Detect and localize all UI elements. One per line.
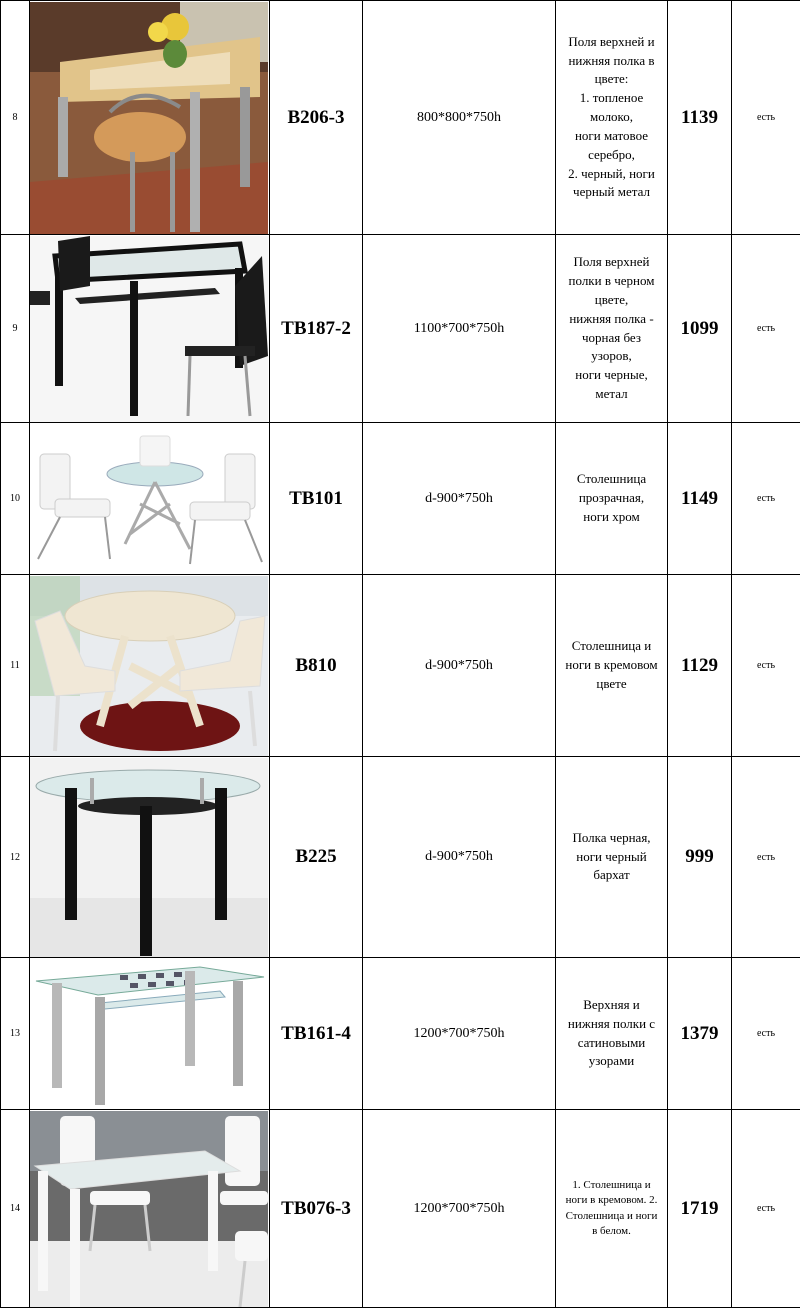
availability: есть — [732, 1, 800, 235]
price: 1099 — [668, 235, 732, 423]
availability: есть — [732, 958, 800, 1110]
description: Поля верхней и нижняя полка в цвете: 1. топленое молоко, ноги матовое серебро, 2. черный, ноги черный метал — [556, 1, 668, 235]
description: Поля верхней полки в черном цвете, нижняя полка - чорная без узоров, ноги черные, метал — [556, 235, 668, 423]
row-number: 10 — [1, 423, 30, 575]
table-row — [1, 235, 800, 423]
table-row — [1, 575, 800, 757]
dimensions: 1100*700*750h — [363, 235, 556, 423]
table-tb161-4-photo-image — [30, 959, 268, 1109]
product-photo — [30, 958, 270, 1110]
availability: есть — [732, 423, 800, 575]
model-code: B206-3 — [270, 1, 363, 235]
table-b810-photo-image — [30, 576, 268, 756]
dimensions: d-900*750h — [363, 575, 556, 757]
table-row — [1, 1110, 800, 1308]
model-code: TB101 — [270, 423, 363, 575]
availability: есть — [732, 575, 800, 757]
dimensions: 1200*700*750h — [363, 958, 556, 1110]
model-code: TB076-3 — [270, 1110, 363, 1308]
product-photo — [30, 757, 270, 958]
table-b206-3-photo-image — [30, 2, 268, 234]
model-code: TB187-2 — [270, 235, 363, 423]
table-tb076-3-photo-image — [30, 1111, 268, 1307]
description: Столешница прозрачная, ноги хром — [556, 423, 668, 575]
model-code: B810 — [270, 575, 363, 757]
model-code: B225 — [270, 757, 363, 958]
product-photo — [30, 1, 270, 235]
price: 1129 — [668, 575, 732, 757]
availability: есть — [732, 235, 800, 423]
price: 1149 — [668, 423, 732, 575]
product-photo — [30, 423, 270, 575]
product-photo — [30, 1110, 270, 1308]
product-photo — [30, 235, 270, 423]
row-number: 11 — [1, 575, 30, 757]
dimensions: 1200*700*750h — [363, 1110, 556, 1308]
description: Верхняя и нижняя полки с сатиновыми узорами — [556, 958, 668, 1110]
product-photo — [30, 575, 270, 757]
model-code: TB161-4 — [270, 958, 363, 1110]
dimensions: 800*800*750h — [363, 1, 556, 235]
row-number: 12 — [1, 757, 30, 958]
table-row — [1, 757, 800, 958]
description: 1. Столешница и ноги в кремовом. 2. Столешница и ноги в белом. — [556, 1110, 668, 1308]
price: 1719 — [668, 1110, 732, 1308]
row-number: 9 — [1, 235, 30, 423]
table-row — [1, 958, 800, 1110]
description: Столешница и ноги в кремовом цвете — [556, 575, 668, 757]
row-number: 8 — [1, 1, 30, 235]
dimensions: d-900*750h — [363, 757, 556, 958]
availability: есть — [732, 1110, 800, 1308]
table-row — [1, 1, 800, 235]
table-b225-photo-image — [30, 758, 268, 957]
price: 999 — [668, 757, 732, 958]
price: 1139 — [668, 1, 732, 235]
row-number: 14 — [1, 1110, 30, 1308]
dimensions: d-900*750h — [363, 423, 556, 575]
table-row — [1, 423, 800, 575]
price: 1379 — [668, 958, 732, 1110]
availability: есть — [732, 757, 800, 958]
row-number: 13 — [1, 958, 30, 1110]
description: Полка черная, ноги черный бархат — [556, 757, 668, 958]
table-tb101-photo-image — [30, 424, 268, 574]
table-tb187-2-photo-image — [30, 236, 268, 422]
